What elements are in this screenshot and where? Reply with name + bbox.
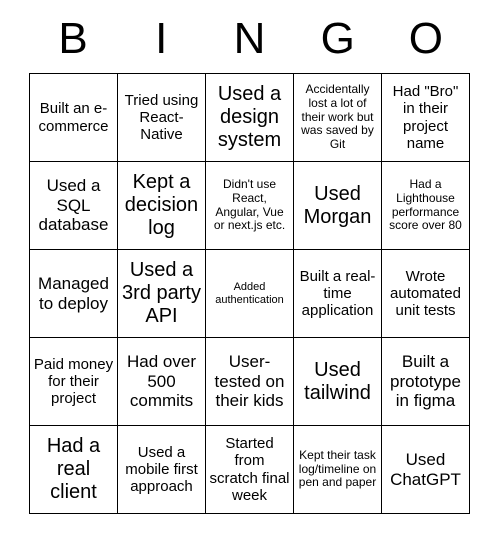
bingo-cell[interactable]: Added authentication bbox=[206, 250, 294, 338]
header-letter-n: N bbox=[233, 13, 266, 63]
bingo-cell[interactable]: Built an e-commerce bbox=[30, 74, 118, 162]
bingo-cell[interactable]: Had over 500 commits bbox=[118, 338, 206, 426]
bingo-cell[interactable]: Wrote automated unit tests bbox=[382, 250, 470, 338]
bingo-cell[interactable]: Had "Bro" in their project name bbox=[382, 74, 470, 162]
header-letter-g: G bbox=[320, 13, 355, 63]
bingo-header bbox=[29, 0, 470, 73]
bingo-cell[interactable]: Used a SQL database bbox=[30, 162, 118, 250]
bingo-cell[interactable]: Used tailwind bbox=[294, 338, 382, 426]
header-letter-i: I bbox=[155, 13, 168, 63]
header-letter-o: O bbox=[408, 13, 443, 63]
bingo-cell[interactable]: Used ChatGPT bbox=[382, 426, 470, 514]
bingo-cell[interactable]: Used Morgan bbox=[294, 162, 382, 250]
bingo-board bbox=[29, 73, 470, 514]
header-letter-b: B bbox=[58, 13, 88, 63]
bingo-cell[interactable]: Built a real-time application bbox=[294, 250, 382, 338]
bingo-cell[interactable]: Started from scratch final week bbox=[206, 426, 294, 514]
bingo-cell[interactable]: Paid money for their project bbox=[30, 338, 118, 426]
bingo-cell[interactable]: Had a real client bbox=[30, 426, 118, 514]
bingo-cell[interactable]: Used a design system bbox=[206, 74, 294, 162]
bingo-cell[interactable]: Accidentally lost a lot of their work but was saved by Git bbox=[294, 74, 382, 162]
bingo-cell[interactable]: Kept their task log/timeline on pen and paper bbox=[294, 426, 382, 514]
bingo-cell[interactable]: Built a prototype in figma bbox=[382, 338, 470, 426]
bingo-cell[interactable]: Tried using React-Native bbox=[118, 74, 206, 162]
bingo-cell[interactable]: Didn't use React, Angular, Vue or next.js etc. bbox=[206, 162, 294, 250]
bingo-cell[interactable]: Kept a decision log bbox=[118, 162, 206, 250]
bingo-cell[interactable]: Managed to deploy bbox=[30, 250, 118, 338]
bingo-cell[interactable]: Had a Lighthouse performance score over 80 bbox=[382, 162, 470, 250]
bingo-cell[interactable]: Used a 3rd party API bbox=[118, 250, 206, 338]
bingo-cell[interactable]: User-tested on their kids bbox=[206, 338, 294, 426]
bingo-cell[interactable]: Used a mobile first approach bbox=[118, 426, 206, 514]
